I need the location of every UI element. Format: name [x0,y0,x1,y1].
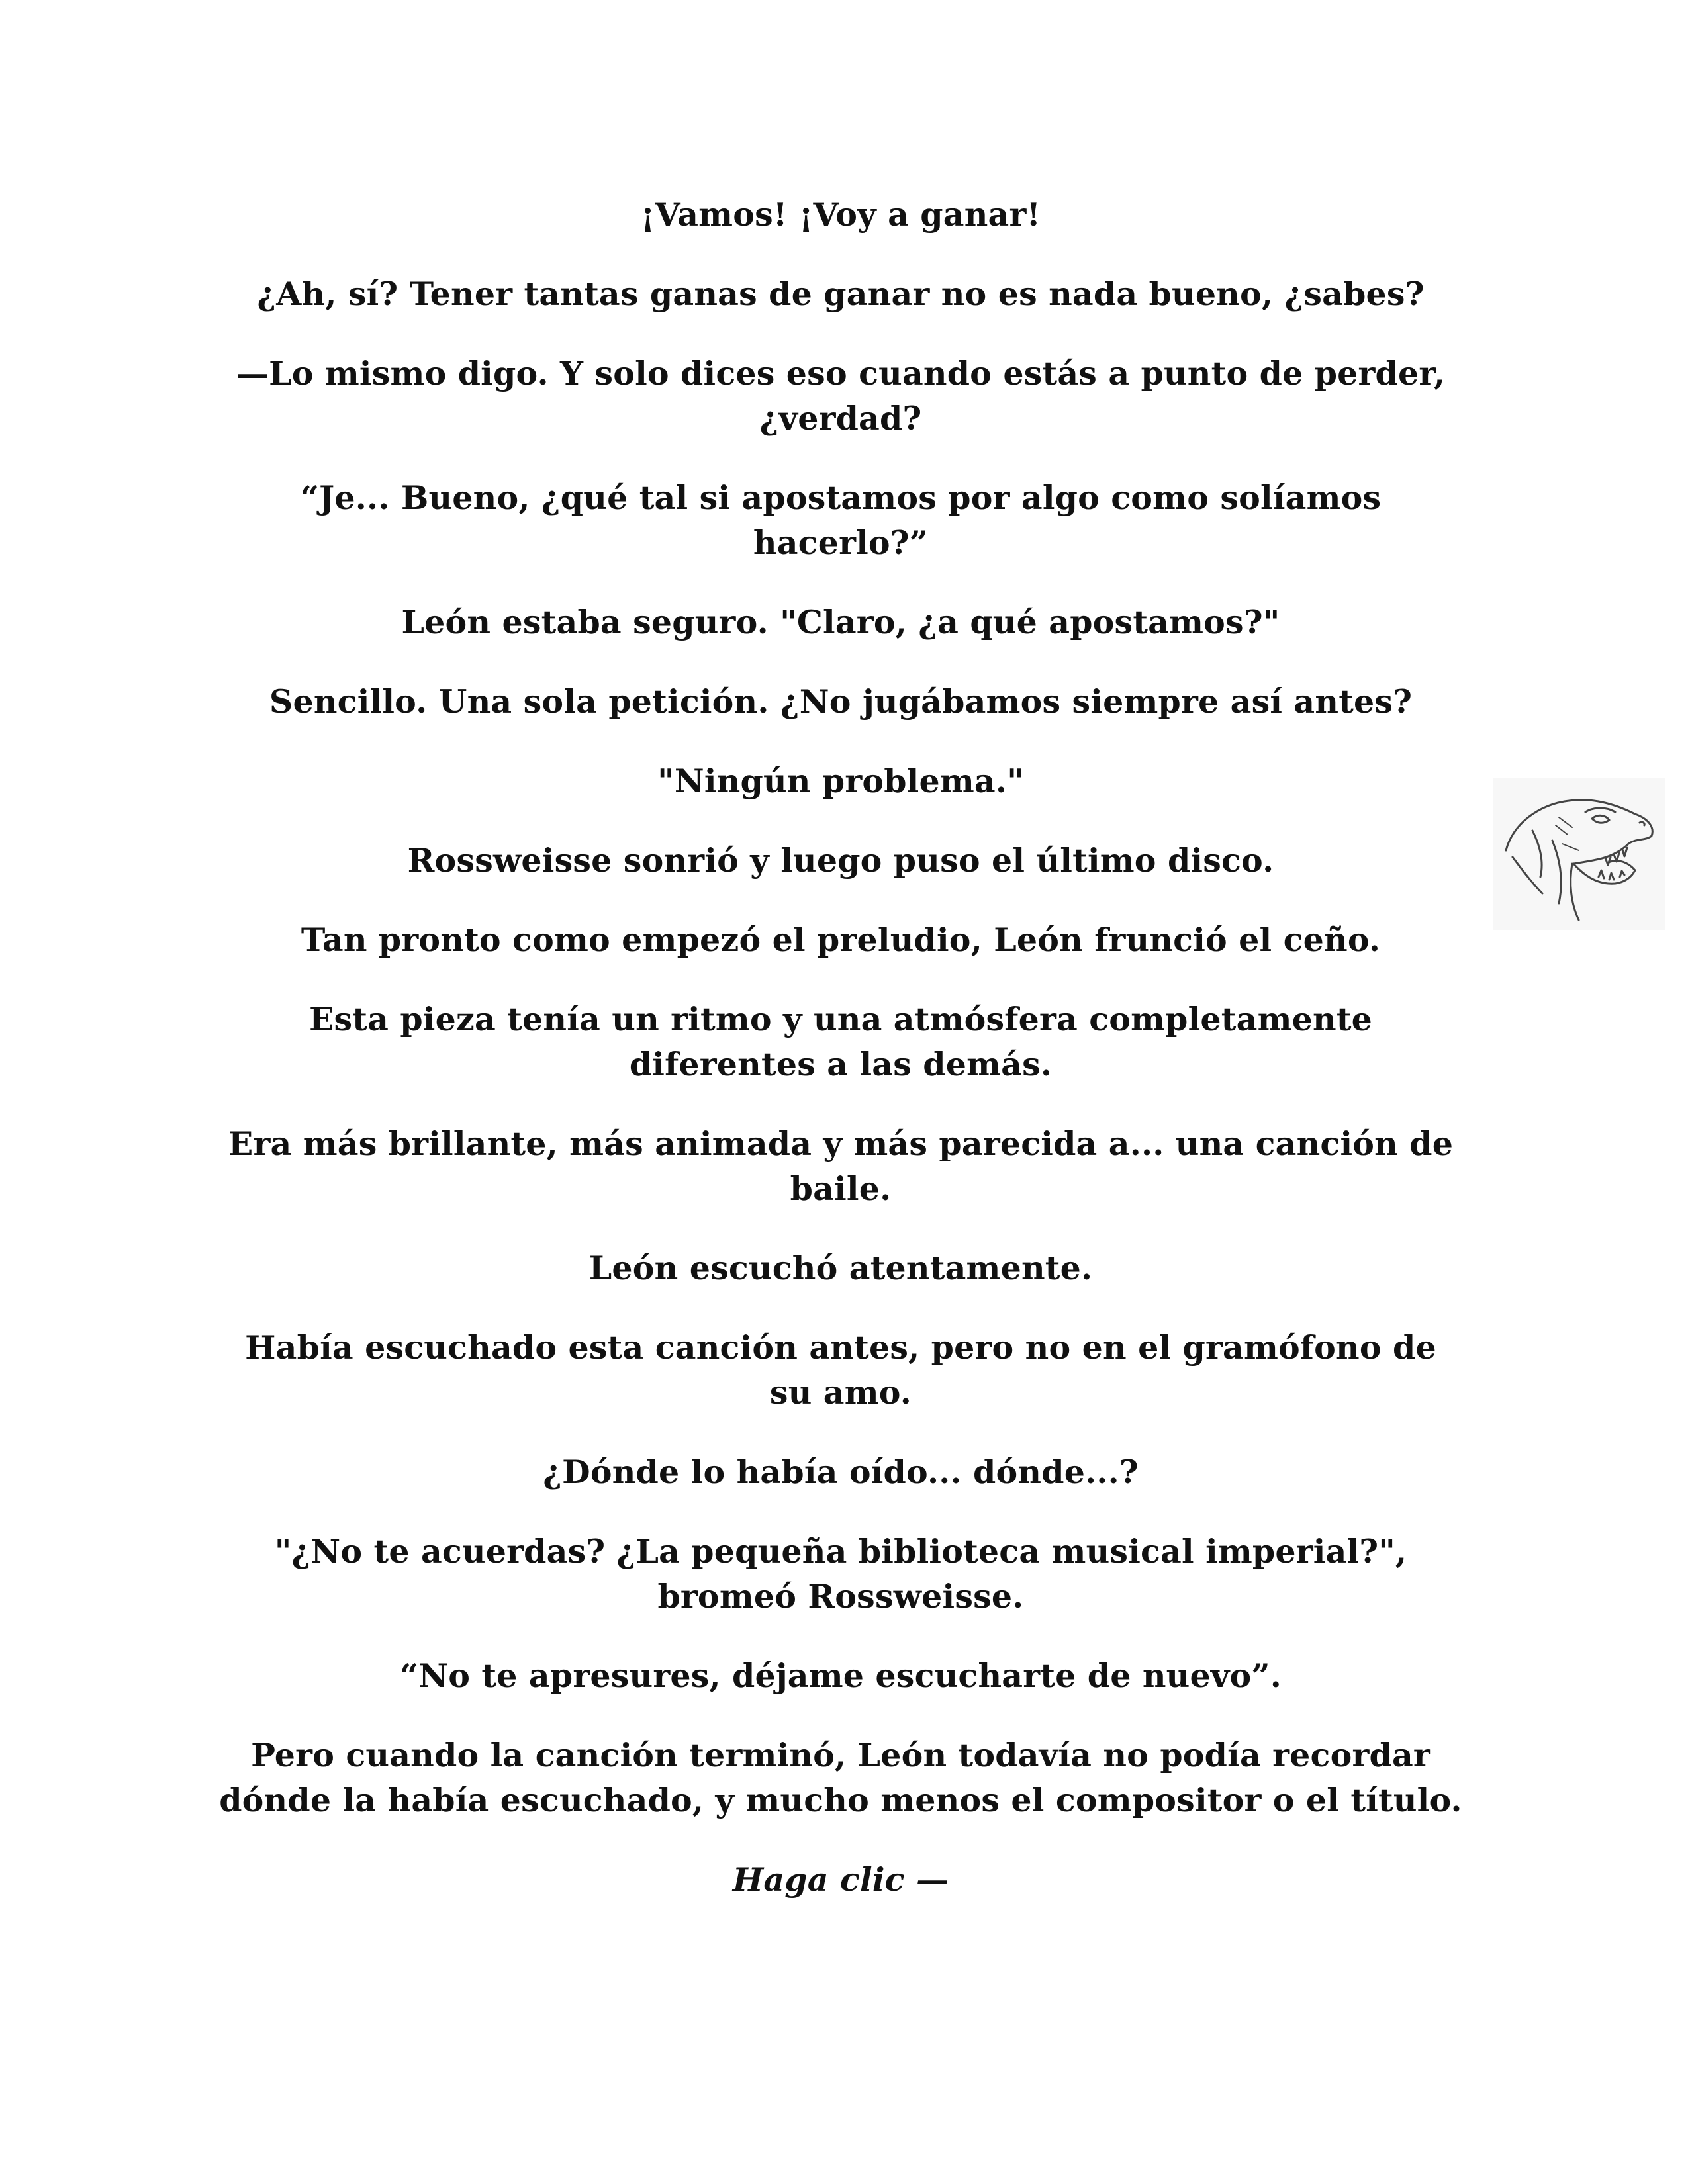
paragraph-5: León estaba seguro. "Claro, ¿a qué apostamos?" [401,603,1280,641]
paragraph-3: —Lo mismo digo. Y solo dices eso cuando estás a punto de perder, ¿verdad? [236,354,1446,437]
paragraph-11: Era más brillante, más animada y más parecida a... una canción de baile. [228,1124,1454,1208]
paragraph-7: "Ningún problema." [657,762,1024,800]
paragraph-12: León escuchó atentamente. [588,1249,1093,1287]
paragraph-1: ¡Vamos! ¡Voy a ganar! [640,195,1041,234]
paragraph-10: Esta pieza tenía un ritmo y una atmósfera completamente diferentes a las demás. [308,1000,1373,1083]
paragraph-4: “Je... Bueno, ¿qué tal si apostamos por algo como solíamos hacerlo?” [300,478,1382,562]
paragraph-17: Pero cuando la canción terminó, León todavía no podía recordar dónde la había escuchado, y mucho menos el compositor o el título. [219,1736,1462,1819]
paragraph-9: Tan pronto como empezó el preludio, León frunció el ceño. [301,921,1381,959]
haga-clic-line: Haga clic — [732,1860,949,1899]
paragraph-13: Había escuchado esta canción antes, pero no en el gramófono de su amo. [245,1328,1436,1412]
story-text [218,192,1463,1936]
paragraph-6: Sencillo. Una sola petición. ¿No jugábamos siempre así antes? [269,682,1413,721]
paragraph-14: ¿Dónde lo había oído... dónde...? [543,1453,1139,1491]
dinosaur-head-sketch-icon [1493,778,1665,930]
paragraph-15: "¿No te acuerdas? ¿La pequeña biblioteca musical imperial?", bromeó Rossweisse. [274,1532,1407,1615]
paragraph-2: ¿Ah, sí? Tener tantas ganas de ganar no es nada bueno, ¿sabes? [257,275,1425,313]
paragraph-16: “No te apresures, déjame escucharte de nuevo”. [399,1657,1282,1695]
paragraph-8: Rossweisse sonrió y luego puso el último disco. [407,841,1274,880]
